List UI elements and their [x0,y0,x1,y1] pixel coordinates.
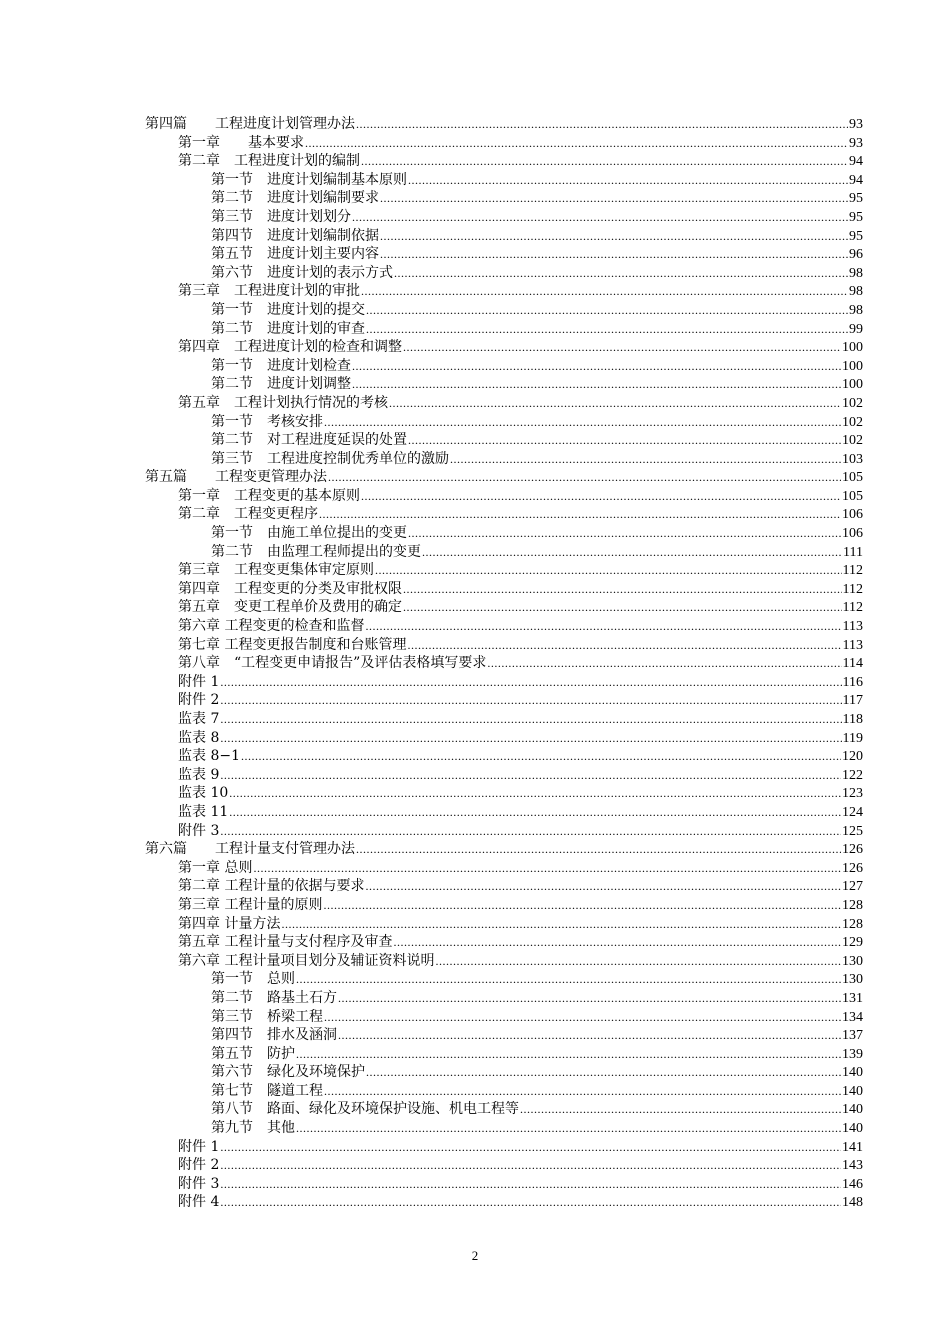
toc-entry-title: 第一节 总则 [211,971,295,988]
toc-chapter-entry[interactable] [145,803,863,822]
toc-entry-page-number: 103 [842,451,863,467]
toc-chapter-entry[interactable] [145,1175,863,1194]
toc-entry-page-number: 148 [842,1195,863,1211]
toc-entry-title: 第八节 路面、绿化及环境保护设施、机电工程等 [211,1101,519,1118]
toc-dot-leader [408,524,841,543]
toc-entry-title: 第二节 由监理工程师提出的变更 [211,543,421,560]
toc-section-entry[interactable] [145,970,863,989]
toc-chapter-entry[interactable] [145,1138,863,1157]
toc-section-entry[interactable] [145,1119,863,1138]
toc-dot-leader [305,134,848,153]
toc-entry-title: 第一节 进度计划检查 [211,357,351,374]
toc-entry-title: 第四章 工程变更的分类及审批权限 [178,580,402,597]
toc-entry-title: 第一章 工程变更的基本原则 [178,487,360,504]
toc-entry-title: 第六篇 工程计量支付管理办法 [145,841,355,858]
toc-entry-title: 监表 8−1 [178,748,240,765]
toc-entry-title: 第二节 进度计划编制要求 [211,190,379,207]
toc-entry-page-number: 99 [849,321,863,337]
toc-section-entry[interactable] [145,171,863,190]
toc-section-entry[interactable] [145,1063,863,1082]
toc-section-entry[interactable] [145,357,863,376]
toc-chapter-entry[interactable] [145,654,863,673]
toc-entry-page-number: 105 [842,488,863,504]
toc-chapter-entry[interactable] [145,394,863,413]
toc-dot-leader [380,227,848,246]
toc-entry-page-number: 141 [842,1139,863,1155]
toc-chapter-entry[interactable] [145,691,863,710]
toc-entry-title: 第二节 对工程进度延误的处置 [211,432,407,449]
toc-entry-title: 附件 1 [178,1138,220,1155]
toc-entry-title: 第五节 防护 [211,1045,295,1062]
toc-entry-title: 第一节 进度计划编制基本原则 [211,171,407,188]
toc-section-entry[interactable] [145,1026,863,1045]
toc-entry-page-number: 126 [842,842,863,858]
toc-chapter-entry[interactable] [145,134,863,153]
toc-entry-title: 监表 10 [178,785,229,802]
toc-entry-title: 第五章 变更工程单价及费用的确定 [178,599,402,616]
toc-entry-page-number: 114 [842,656,863,672]
toc-dot-leader [338,989,841,1008]
toc-entry-title: 第六章 工程计量项目划分及辅证资料说明 [178,952,435,969]
toc-section-entry[interactable] [145,320,863,339]
page-number: 2 [471,1248,479,1263]
toc-entry-page-number: 146 [842,1176,863,1192]
toc-dot-leader [323,896,841,915]
toc-entry-title: 第五篇 工程变更管理办法 [145,469,327,486]
toc-section-entry[interactable] [145,1082,863,1101]
toc-entry-page-number: 140 [842,1065,863,1081]
toc-entry-title: 第一节 进度计划的提交 [211,301,365,318]
toc-section-entry[interactable] [145,989,863,1008]
toc-entry-title: 第三章 工程进度计划的审批 [178,283,360,300]
toc-entry-page-number: 94 [849,172,863,188]
toc-entry-page-number: 126 [842,860,863,876]
toc-dot-leader [393,933,841,952]
toc-dot-leader [408,171,848,190]
toc-entry-title: 附件 1 [178,673,220,690]
toc-dot-leader [365,617,841,636]
toc-chapter-entry[interactable] [145,877,863,896]
toc-entry-page-number: 128 [842,916,863,932]
toc-entry-page-number: 112 [842,600,863,616]
toc-chapter-entry[interactable] [145,729,863,748]
toc-chapter-entry[interactable] [145,487,863,506]
toc-chapter-entry[interactable] [145,1156,863,1175]
toc-dot-leader [366,1063,841,1082]
toc-entry-title: 附件 2 [178,1157,220,1174]
toc-dot-leader [220,1175,841,1194]
toc-dot-leader [435,952,841,971]
toc-dot-leader [361,152,848,171]
toc-dot-leader [366,320,848,339]
toc-chapter-entry[interactable] [145,598,863,617]
toc-entry-page-number: 106 [842,526,863,542]
toc-entry-page-number: 118 [842,712,863,727]
toc-dot-leader [403,580,842,599]
toc-dot-leader [375,561,842,580]
toc-entry-page-number: 105 [842,470,863,486]
toc-entry-title: 监表 9 [178,766,220,783]
toc-entry-title: 第四节 进度计划编制依据 [211,227,379,244]
toc-section-entry[interactable] [145,264,863,283]
toc-chapter-entry[interactable] [145,580,863,599]
toc-entry-page-number: 113 [842,637,863,653]
toc-dot-leader [338,1026,841,1045]
toc-dot-leader [241,747,841,766]
toc-entry-page-number: 143 [842,1158,863,1174]
toc-dot-leader [220,673,841,692]
toc-dot-leader [220,1193,841,1212]
toc-entry-title: 第四章 计量方法 [178,915,281,932]
toc-dot-leader [407,636,841,655]
toc-entry-page-number: 124 [842,804,863,820]
toc-entry-title: 第五章 工程计划执行情况的考核 [178,394,388,411]
toc-entry-title: 第一节 由施工单位提出的变更 [211,525,407,542]
toc-entry-page-number: 100 [842,358,863,374]
toc-dot-leader [365,877,841,896]
toc-section-entry[interactable] [145,413,863,432]
toc-entry-title: 第三章 工程计量的原则 [178,896,323,913]
toc-dot-leader [366,301,848,320]
toc-dot-leader [296,1119,841,1138]
toc-entry-title: 第二章 工程计量的依据与要求 [178,878,365,895]
toc-chapter-entry[interactable] [145,784,863,803]
toc-entry-title: 附件 2 [178,692,220,709]
toc-entry-page-number: 120 [842,749,863,765]
toc-entry-title: 第六节 进度计划的表示方式 [211,264,393,281]
toc-entry-page-number: 131 [842,990,863,1006]
toc-entry-title: 第一章 基本要求 [178,134,304,151]
toc-entry-page-number: 140 [842,1121,863,1137]
toc-chapter-entry[interactable] [145,1193,863,1212]
toc-dot-leader [324,1082,841,1101]
toc-entry-title: 附件 4 [178,1194,220,1211]
toc-dot-leader [229,784,841,803]
toc-entry-page-number: 128 [842,897,863,913]
toc-section-entry[interactable] [145,189,863,208]
toc-entry-title: 第三章 工程变更集体审定原则 [178,562,374,579]
toc-entry-page-number: 140 [842,1083,863,1099]
toc-dot-leader [296,1045,841,1064]
toc-section-entry[interactable] [145,208,863,227]
toc-entry-page-number: 98 [849,265,863,281]
toc-dot-leader [520,1100,841,1119]
toc-entry-page-number: 102 [842,414,863,430]
toc-entry-title: 第五节 进度计划主要内容 [211,246,379,263]
toc-entry-title: 第六节 绿化及环境保护 [211,1064,365,1081]
toc-entry-title: 监表 11 [178,803,229,820]
toc-section-entry[interactable] [145,245,863,264]
toc-dot-leader [403,338,841,357]
toc-entry-title: 第二节 进度计划调整 [211,376,351,393]
toc-section-entry[interactable] [145,543,863,562]
toc-dot-leader [324,1008,841,1027]
toc-dot-leader [352,208,848,227]
toc-chapter-entry[interactable] [145,896,863,915]
toc-entry-title: 第四章 工程进度计划的检查和调整 [178,339,402,356]
toc-chapter-entry[interactable] [145,636,863,655]
toc-dot-leader [394,264,848,283]
toc-entry-page-number: 112 [842,563,863,579]
toc-chapter-entry[interactable] [145,617,863,636]
toc-chapter-entry[interactable] [145,822,863,841]
toc-entry-page-number: 95 [849,228,863,244]
toc-entry-page-number: 102 [842,433,863,449]
toc-entry-title: 第二章 工程变更程序 [178,506,318,523]
toc-dot-leader [220,766,841,785]
toc-entry-page-number: 112 [842,581,863,597]
toc-section-entry[interactable] [145,1008,863,1027]
toc-entry-title: 第九节 其他 [211,1120,295,1137]
toc-entry-page-number: 95 [849,191,863,207]
toc-entry-title: 附件 3 [178,822,220,839]
toc-dot-leader [356,840,841,859]
toc-entry-title: 第二节 进度计划的审查 [211,320,365,337]
toc-dot-leader [220,1138,841,1157]
toc-entry-page-number: 113 [842,619,863,635]
toc-chapter-entry[interactable] [145,561,863,580]
toc-entry-page-number: 95 [849,209,863,225]
toc-entry-title: 监表 7 [178,711,220,727]
toc-entry-title: 第七节 隧道工程 [211,1082,323,1099]
toc-part-entry[interactable] [145,840,863,859]
toc-entry-page-number: 98 [849,302,863,318]
toc-chapter-entry[interactable] [145,766,863,785]
toc-dot-leader [220,710,841,729]
toc-chapter-entry[interactable] [145,505,863,524]
toc-dot-leader [296,970,841,989]
toc-entry-page-number: 134 [842,1009,863,1025]
toc-dot-leader [220,691,841,710]
toc-chapter-entry[interactable] [145,915,863,934]
toc-entry-page-number: 139 [842,1046,863,1062]
toc-entry-page-number: 106 [842,507,863,523]
toc-entry-title: 第三节 桥梁工程 [211,1008,323,1025]
toc-entry-page-number: 116 [842,674,863,690]
toc-entry-page-number: 93 [849,117,863,132]
toc-section-entry[interactable] [145,431,863,450]
toc-dot-leader [450,450,841,469]
toc-entry-page-number: 123 [842,786,863,802]
toc-dot-leader [422,543,842,562]
toc-entry-title: 监表 8 [178,729,220,746]
toc-section-entry[interactable] [145,301,863,320]
toc-section-entry[interactable] [145,1045,863,1064]
toc-dot-leader [253,859,841,878]
toc-dot-leader [352,357,841,376]
toc-section-entry[interactable] [145,1100,863,1119]
toc-chapter-entry[interactable] [145,338,863,357]
toc-chapter-entry[interactable] [145,282,863,301]
toc-entry-title: 第四篇 工程进度计划管理办法 [145,116,355,132]
toc-entry-title: 第三节 工程进度控制优秀单位的激励 [211,450,449,467]
toc-entry-page-number: 140 [842,1102,863,1118]
toc-entry-title: 第二章 工程进度计划的编制 [178,153,360,170]
toc-dot-leader [328,468,841,487]
toc-dot-leader [380,189,848,208]
toc-chapter-entry[interactable] [145,952,863,971]
toc-chapter-entry[interactable] [145,710,863,729]
toc-part-entry[interactable] [145,468,863,487]
toc-entry-page-number: 122 [842,767,863,783]
toc-entry-title: 第四节 排水及涵洞 [211,1027,337,1044]
toc-entry-title: 第二节 路基土石方 [211,989,337,1006]
toc-entry-title: 附件 3 [178,1175,220,1192]
toc-section-entry[interactable] [145,375,863,394]
toc-section-entry[interactable] [145,524,863,543]
toc-entry-page-number: 96 [849,247,863,263]
toc-dot-leader [220,1156,841,1175]
toc-dot-leader [389,394,841,413]
toc-chapter-entry[interactable] [145,933,863,952]
toc-chapter-entry[interactable] [145,859,863,878]
table-of-contents [145,115,863,1212]
toc-entry-page-number: 125 [842,823,863,839]
toc-dot-leader [324,413,841,432]
toc-dot-leader [487,654,841,673]
toc-dot-leader [403,598,842,617]
toc-dot-leader [356,115,848,134]
toc-chapter-entry[interactable] [145,747,863,766]
toc-dot-leader [352,375,841,394]
toc-entry-page-number: 130 [842,953,863,969]
toc-entry-title: 第一节 考核安排 [211,413,323,430]
toc-entry-title: 第八章 “工程变更申请报告”及评估表格填写要求 [178,655,487,672]
toc-entry-page-number: 119 [842,730,863,746]
toc-dot-leader [361,282,848,301]
toc-entry-page-number: 98 [849,284,863,300]
toc-entry-title: 第一章 总则 [178,859,253,876]
toc-entry-page-number: 127 [842,879,863,895]
toc-dot-leader [408,431,841,450]
toc-entry-page-number: 129 [842,935,863,951]
toc-entry-page-number: 94 [849,154,863,170]
toc-entry-page-number: 130 [842,972,863,988]
toc-dot-leader [220,729,841,748]
toc-dot-leader [361,487,841,506]
toc-entry-title: 第七章 工程变更报告制度和台账管理 [178,636,407,653]
toc-chapter-entry[interactable] [145,673,863,692]
toc-dot-leader [220,822,841,841]
toc-dot-leader [319,505,841,524]
toc-entry-page-number: 137 [842,1028,863,1044]
toc-entry-page-number: 100 [842,377,863,393]
toc-entry-title: 第六章 工程变更的检查和监督 [178,618,365,635]
toc-chapter-entry[interactable] [145,152,863,171]
toc-dot-leader [380,245,848,264]
toc-entry-title: 第三节 进度计划划分 [211,208,351,225]
toc-entry-page-number: 100 [842,340,863,356]
toc-section-entry[interactable] [145,227,863,246]
toc-entry-page-number: 93 [849,135,863,151]
toc-entry-title: 第五章 工程计量与支付程序及审查 [178,934,393,951]
toc-entry-page-number: 102 [842,395,863,411]
toc-part-entry[interactable] [145,115,863,134]
toc-entry-page-number: 111 [843,544,863,560]
toc-section-entry[interactable] [145,450,863,469]
toc-dot-leader [229,803,841,822]
toc-entry-page-number: 117 [842,693,863,709]
toc-dot-leader [281,915,841,934]
